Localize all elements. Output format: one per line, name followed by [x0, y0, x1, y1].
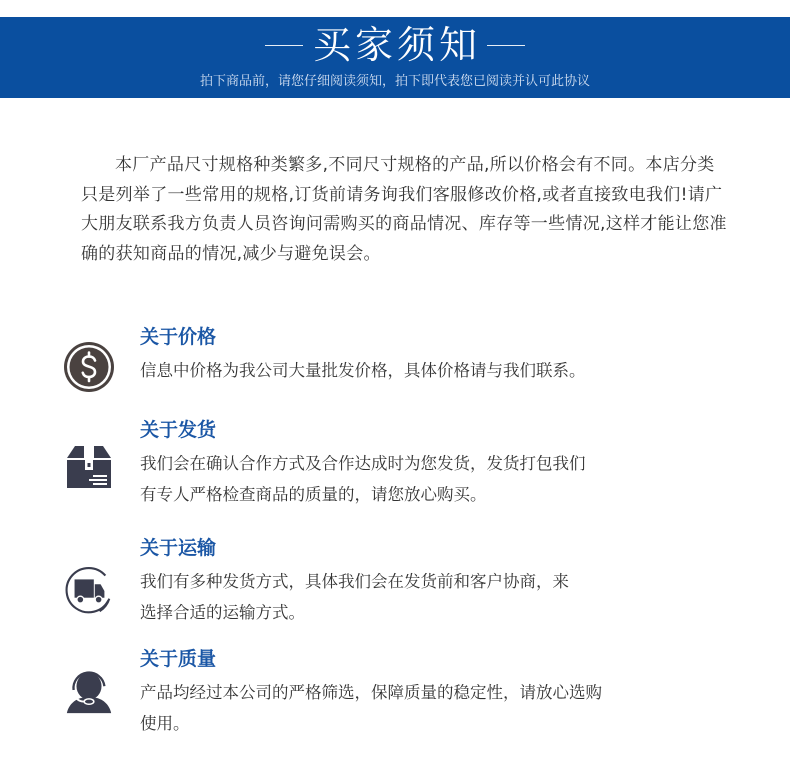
section-body-line: 产品均经过本公司的严格筛选，保障质量的稳定性，请放心选购 — [140, 683, 602, 702]
banner-right-dash — [487, 45, 525, 46]
section-body — [140, 677, 710, 739]
dollar-circle-icon — [63, 341, 115, 393]
header-banner — [0, 17, 790, 98]
banner-subtitle: 拍下商品前，请您仔细阅读须知，拍下即代表您已阅读并认可此协议 — [199, 74, 590, 89]
section-title: 关于质量 — [140, 648, 217, 670]
section-price — [0, 325, 790, 395]
customer-service-headset-icon — [63, 665, 115, 717]
package-box-icon — [63, 440, 115, 492]
banner-title-row — [0, 23, 790, 67]
section-title: 关于运输 — [140, 537, 217, 559]
section-body-line: 我们会在确认合作方式及合作达成时为您发货，发货打包我们 — [140, 454, 586, 473]
page-title: 买家须知 — [312, 23, 481, 67]
section-body: 信息中价格为我公司大量批发价格，具体价格请与我们联系。 — [140, 361, 586, 380]
section-body-line: 有专人严格检查商品的质量的，请您放心购买。 — [140, 485, 487, 504]
section-body — [140, 448, 710, 510]
section-shipping — [0, 418, 790, 513]
section-body-line: 我们有多种发货方式，具体我们会在发货前和客户协商，来 — [140, 572, 569, 591]
section-quality — [0, 647, 790, 742]
section-body — [140, 566, 710, 628]
delivery-truck-icon — [63, 564, 115, 616]
section-transport — [0, 536, 790, 631]
section-title: 关于发货 — [140, 419, 217, 441]
section-title: 关于价格 — [140, 326, 217, 348]
intro-paragraph: 本厂产品尺寸规格种类繁多,不同尺寸规格的产品,所以价格会有不同。本店分类只是列举了一些常用的规格,订货前请务询我们客服修改价格,或者直接致电我们!请广大朋友联系我方负责人员咨询问需购买的商品情况、库存等一些情况,这样才能让您准确的获知商品的情况,减少与避免误会。 — [81, 155, 727, 264]
section-body-line: 使用。 — [140, 714, 190, 733]
section-body-line: 选择合适的运输方式。 — [140, 603, 305, 622]
banner-left-dash — [265, 45, 303, 46]
